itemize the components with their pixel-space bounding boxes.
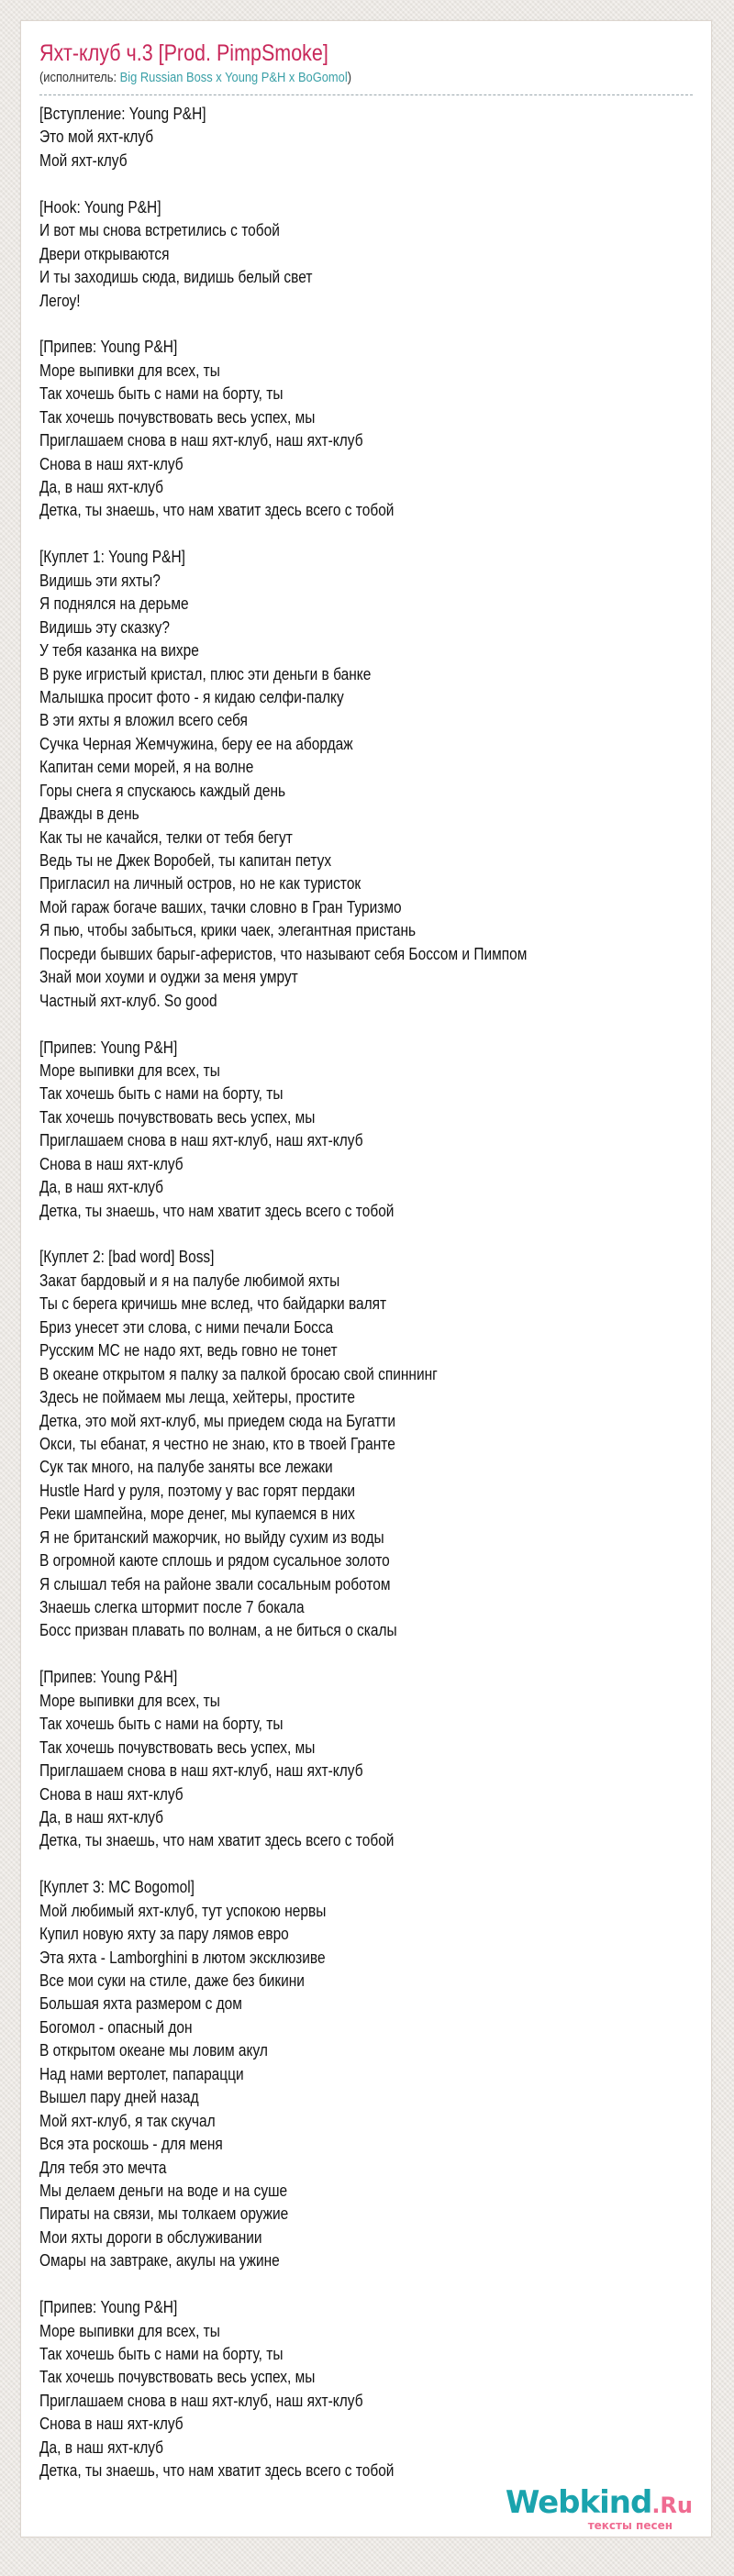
lyric-line: Так хочешь почувствовать весь успех, мы xyxy=(39,407,316,427)
lyric-line: Детка, ты знаешь, что нам хватит здесь всего с тобой xyxy=(39,1201,395,1220)
lyric-line: Мой любимый яхт-клуб, тут успокою нервы xyxy=(39,1901,327,1920)
performer-line xyxy=(39,69,601,87)
lyric-line: Так хочешь быть с нами на борту, ты xyxy=(39,1084,284,1104)
lyric-line: Приглашаем снова в наш яхт-клуб, наш яхт-клуб xyxy=(39,431,363,450)
lyric-blank-line xyxy=(39,1853,601,1876)
lyric-line: Ты с берега кричишь мне вслед, что байдарки валят xyxy=(39,1294,387,1314)
lyric-line: Все мои суки на стиле, даже без бикини xyxy=(39,1971,305,1990)
lyric-line: У тебя казанка на вихре xyxy=(39,641,199,661)
lyric-line: Босс призван плавать по волнам, а не биться о скалы xyxy=(39,1621,397,1640)
lyric-line: Для тебя это мечта xyxy=(39,2158,167,2177)
lyric-blank-line xyxy=(39,2273,601,2296)
lyric-line: Hustle Hard у руля, поэтому у вас горят пердаки xyxy=(39,1481,356,1500)
lyric-line: Да, в наш яхт-клуб xyxy=(39,1178,164,1197)
lyric-line: Богомол - опасный дон xyxy=(39,2017,193,2037)
lyric-line: Я пью, чтобы забыться, крики чаек, элегантная пристань xyxy=(39,921,417,940)
lyric-line: Мой яхт-клуб, я так скучал xyxy=(39,2111,216,2130)
lyric-line: Так хочешь быть с нами на борту, ты xyxy=(39,1715,284,1734)
lyric-blank-line xyxy=(39,1223,601,1246)
lyric-line: Знаешь слегка штормит после 7 бокала xyxy=(39,1598,305,1616)
lyric-line: Знай мои хоуми и оуджи за меня умрут xyxy=(39,968,298,987)
webkind-logo[interactable] xyxy=(505,2483,693,2532)
lyric-line: Снова в наш яхт-клуб xyxy=(39,2415,184,2434)
section-header: [Hook: Young P&H] xyxy=(39,197,161,217)
lyric-line: Детка, это мой яхт-клуб, мы приедем сюда на Бугатти xyxy=(39,1411,396,1430)
lyric-line: Здесь не поймаем мы леща, хейтеры, простите xyxy=(39,1388,355,1407)
performer-suffix: ) xyxy=(347,70,352,85)
lyric-line: Детка, ты знаешь, что нам хватит здесь всего с тобой xyxy=(39,1831,395,1850)
lyrics-card xyxy=(20,20,712,2537)
logo-row xyxy=(39,2483,693,2532)
performer-prefix: (исполнитель: xyxy=(39,70,120,85)
song-title: Яхт-клуб ч.3 [Prod. PimpSmoke] xyxy=(39,40,328,66)
lyrics-text xyxy=(39,103,693,2483)
lyric-line: Легоу! xyxy=(39,291,81,310)
lyric-line: Двери открываются xyxy=(39,244,170,263)
lyric-line: Над нами вертолет, папарацци xyxy=(39,2064,244,2083)
section-header: [Припев: Young P&H] xyxy=(39,1038,178,1057)
lyric-line: Море выпивки для всех, ты xyxy=(39,2321,220,2340)
section-header: [Куплет 1: Young P&H] xyxy=(39,548,185,567)
lyric-line: Снова в наш яхт-клуб xyxy=(39,1154,184,1173)
lyric-line: Мы делаем деньги на воде и на суше xyxy=(39,2181,288,2200)
lyric-line: Море выпивки для всех, ты xyxy=(39,1060,220,1080)
lyric-line: Так хочешь быть с нами на борту, ты xyxy=(39,2345,284,2363)
lyric-line: Большая яхта размером с дом xyxy=(39,1994,242,2014)
lyric-line: Пригласил на личный остров, но не как туристок xyxy=(39,874,361,894)
lyric-line: Снова в наш яхт-клуб xyxy=(39,1784,184,1804)
lyric-line: Малышка просит фото - я кидаю селфи-палку xyxy=(39,687,344,706)
lyric-blank-line xyxy=(39,172,601,195)
lyric-line: В огромной каюте сплошь и рядом сусальное золото xyxy=(39,1551,390,1571)
lyric-line: Частный яхт-клуб. So good xyxy=(39,991,217,1010)
lyric-line: Видишь эту сказку? xyxy=(39,617,170,637)
lyric-line: В руке игристый кристал, плюс эти деньги в банке xyxy=(39,664,372,683)
logo-tld: .Ru xyxy=(651,2492,693,2518)
lyric-line: Так хочешь почувствовать весь успех, мы xyxy=(39,1738,316,1757)
lyric-line: Эта яхта - Lamborghini в лютом эксклюзиве xyxy=(39,1948,326,1967)
lyric-line: Так хочешь быть с нами на борту, ты xyxy=(39,384,284,404)
lyric-blank-line xyxy=(39,1643,601,1666)
lyric-line: И ты заходишь сюда, видишь белый свет xyxy=(39,268,313,287)
lyric-line: Вышел пару дней назад xyxy=(39,2088,199,2107)
lyric-line: Бриз унесет эти слова, с ними печали Босса xyxy=(39,1317,334,1337)
lyric-line: Приглашаем снова в наш яхт-клуб, наш яхт-клуб xyxy=(39,1131,363,1150)
lyric-line: Окси, ты ебанат, я честно не знаю, кто в твоей Гранте xyxy=(39,1434,395,1453)
lyric-line: Это мой яхт-клуб xyxy=(39,128,154,147)
lyric-line: Да, в наш яхт-клуб xyxy=(39,478,164,496)
lyric-line: В эти яхты я вложил всего себя xyxy=(39,711,248,730)
lyric-line: Приглашаем снова в наш яхт-клуб, наш яхт-клуб xyxy=(39,1761,363,1781)
lyric-line: Я слышал тебя на районе звали сосальным роботом xyxy=(39,1574,391,1593)
lyric-line: В открытом океане мы ловим акул xyxy=(39,2041,268,2060)
lyric-line: Море выпивки для всех, ты xyxy=(39,1691,220,1710)
lyric-line: Я не британский мажорчик, но выйду сухим из воды xyxy=(39,1527,384,1547)
lyric-line: Я поднялся на дерьме xyxy=(39,594,189,614)
lyric-line: Так хочешь почувствовать весь успех, мы xyxy=(39,1107,316,1127)
lyric-line: Закат бардовый и я на палубе любимой яхты xyxy=(39,1271,340,1290)
lyric-line: В океане открытом я палку за палкой бросаю свой спиннинг xyxy=(39,1364,438,1383)
lyric-line: Детка, ты знаешь, что нам хватит здесь всего с тобой xyxy=(39,501,395,520)
lyric-line: Сучка Черная Жемчужина, беру ее на абордаж xyxy=(39,734,353,753)
lyric-line: Детка, ты знаешь, что нам хватит здесь всего с тобой xyxy=(39,2461,395,2481)
lyric-blank-line xyxy=(39,1013,601,1036)
lyric-line: Приглашаем снова в наш яхт-клуб, наш яхт-клуб xyxy=(39,2391,363,2410)
lyric-blank-line xyxy=(39,313,601,336)
lyric-line: Пираты на связи, мы толкаем оружие xyxy=(39,2204,289,2224)
section-header: [Припев: Young P&H] xyxy=(39,2298,178,2317)
lyric-line: Мой гараж богаче ваших, тачки словно в Гран Туризмо xyxy=(39,897,402,916)
lyric-line: Омары на завтраке, акулы на ужине xyxy=(39,2251,280,2271)
lyric-line: Горы снега я спускаюсь каждый день xyxy=(39,781,286,800)
lyric-line: Капитан семи морей, я на волне xyxy=(39,758,254,777)
lyric-line: Мои яхты дороги в обслуживании xyxy=(39,2227,262,2247)
lyric-blank-line xyxy=(39,523,601,546)
lyric-line: Море выпивки для всех, ты xyxy=(39,361,220,380)
section-header: [Вступление: Young P&H] xyxy=(39,105,206,123)
lyric-line: Русским МС не надо яхт, ведь говно не тонет xyxy=(39,1341,338,1360)
lyric-line: Как ты не качайся, телки от тебя бегут xyxy=(39,827,293,847)
performer-link[interactable]: Big Russian Boss x Young P&H x BoGomol xyxy=(119,70,348,85)
section-header: [Куплет 3: MC Bogomol] xyxy=(39,1878,195,1897)
lyric-line: Сук так много, на палубе заняты все лежаки xyxy=(39,1458,333,1477)
logo-brand: Webkind xyxy=(505,2483,652,2521)
section-header: [Припев: Young P&H] xyxy=(39,1668,178,1687)
section-header: [Куплет 2: [bad word] Boss] xyxy=(39,1248,215,1267)
lyric-line: Снова в наш яхт-клуб xyxy=(39,454,184,473)
lyric-line: Реки шампейна, море денег, мы купаемся в них xyxy=(39,1505,355,1524)
lyric-line: Да, в наш яхт-клуб xyxy=(39,2437,164,2457)
lyric-line: Видишь эти яхты? xyxy=(39,571,161,590)
lyric-line: Посреди бывших барыг-аферистов, что называют себя Боссом и Пимпом xyxy=(39,944,528,963)
lyric-line: Так хочешь почувствовать весь успех, мы xyxy=(39,2368,316,2387)
lyric-line: И вот мы снова встретились с тобой xyxy=(39,221,280,240)
lyric-line: Купил новую яхту за пару лямов евро xyxy=(39,1925,289,1944)
song-header xyxy=(39,39,693,95)
lyric-line: Вся эта роскошь - для меня xyxy=(39,2135,223,2154)
section-header: [Припев: Young P&H] xyxy=(39,338,178,357)
lyric-line: Да, в наш яхт-клуб xyxy=(39,1807,164,1827)
lyric-line: Ведь ты не Джек Воробей, ты капитан петух xyxy=(39,851,332,870)
logo-tagline: тексты песен xyxy=(587,2518,673,2532)
lyric-line: Дважды в день xyxy=(39,805,139,824)
lyric-line: Мой яхт-клуб xyxy=(39,150,128,170)
